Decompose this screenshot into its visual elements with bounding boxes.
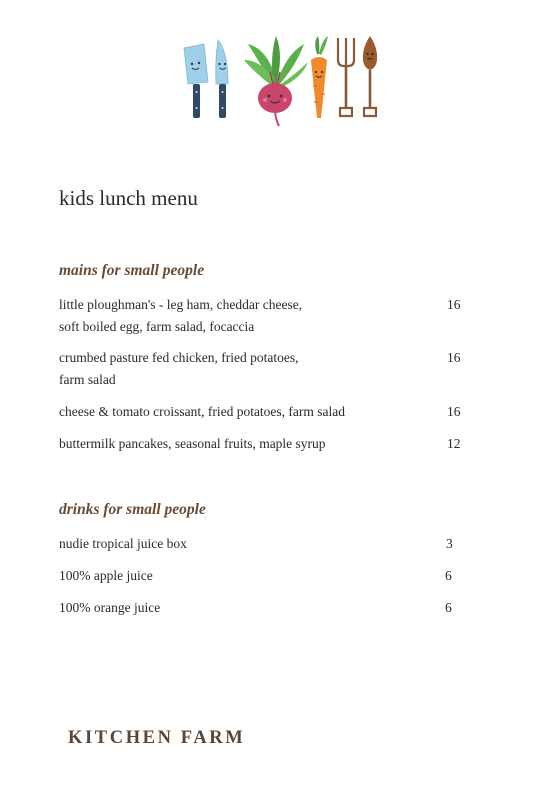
- header-illustration: [178, 30, 388, 130]
- section-heading-mains: mains for small people: [59, 262, 205, 279]
- carrot-icon: [311, 36, 328, 118]
- item-name-line1: 100% orange juice: [59, 600, 161, 615]
- item-name-line1: crumbed pasture fed chicken, fried potatoes,: [59, 350, 299, 365]
- fork-icon: [338, 38, 354, 116]
- item-name-line1: 100% apple juice: [59, 568, 153, 583]
- item-price: 3: [446, 536, 453, 551]
- menu-item: [59, 294, 469, 338]
- item-price: 12: [447, 436, 461, 451]
- item-price: 16: [447, 404, 461, 419]
- item-price: 6: [445, 600, 452, 615]
- menu-item: [59, 347, 469, 391]
- item-name-line1: cheese & tomato croissant, fried potatoes, farm salad: [59, 404, 346, 419]
- menu-item: [59, 597, 469, 619]
- item-name-line1: nudie tropical juice box: [59, 536, 187, 551]
- beetroot-icon: [244, 36, 308, 126]
- section-heading-drinks: drinks for small people: [59, 501, 206, 518]
- item-price: 6: [445, 568, 452, 583]
- brand-logo-text: KITCHEN FARM: [68, 728, 246, 748]
- knife-icon: [216, 40, 228, 118]
- menu-item: [59, 533, 469, 555]
- menu-title: kids lunch menu: [59, 186, 198, 210]
- menu-item: [59, 565, 469, 587]
- menu-item: [59, 401, 469, 423]
- item-price: 16: [447, 297, 461, 312]
- item-name-line2: farm salad: [59, 372, 116, 387]
- trowel-icon: [363, 36, 377, 116]
- cleaver-icon: [184, 44, 208, 118]
- item-name-line1: little ploughman's - leg ham, cheddar cheese,: [59, 297, 303, 312]
- item-name-line2: soft boiled egg, farm salad, focaccia: [59, 319, 255, 334]
- item-name-line1: buttermilk pancakes, seasonal fruits, maple syrup: [59, 436, 326, 451]
- menu-item: [59, 433, 469, 455]
- item-price: 16: [447, 350, 461, 365]
